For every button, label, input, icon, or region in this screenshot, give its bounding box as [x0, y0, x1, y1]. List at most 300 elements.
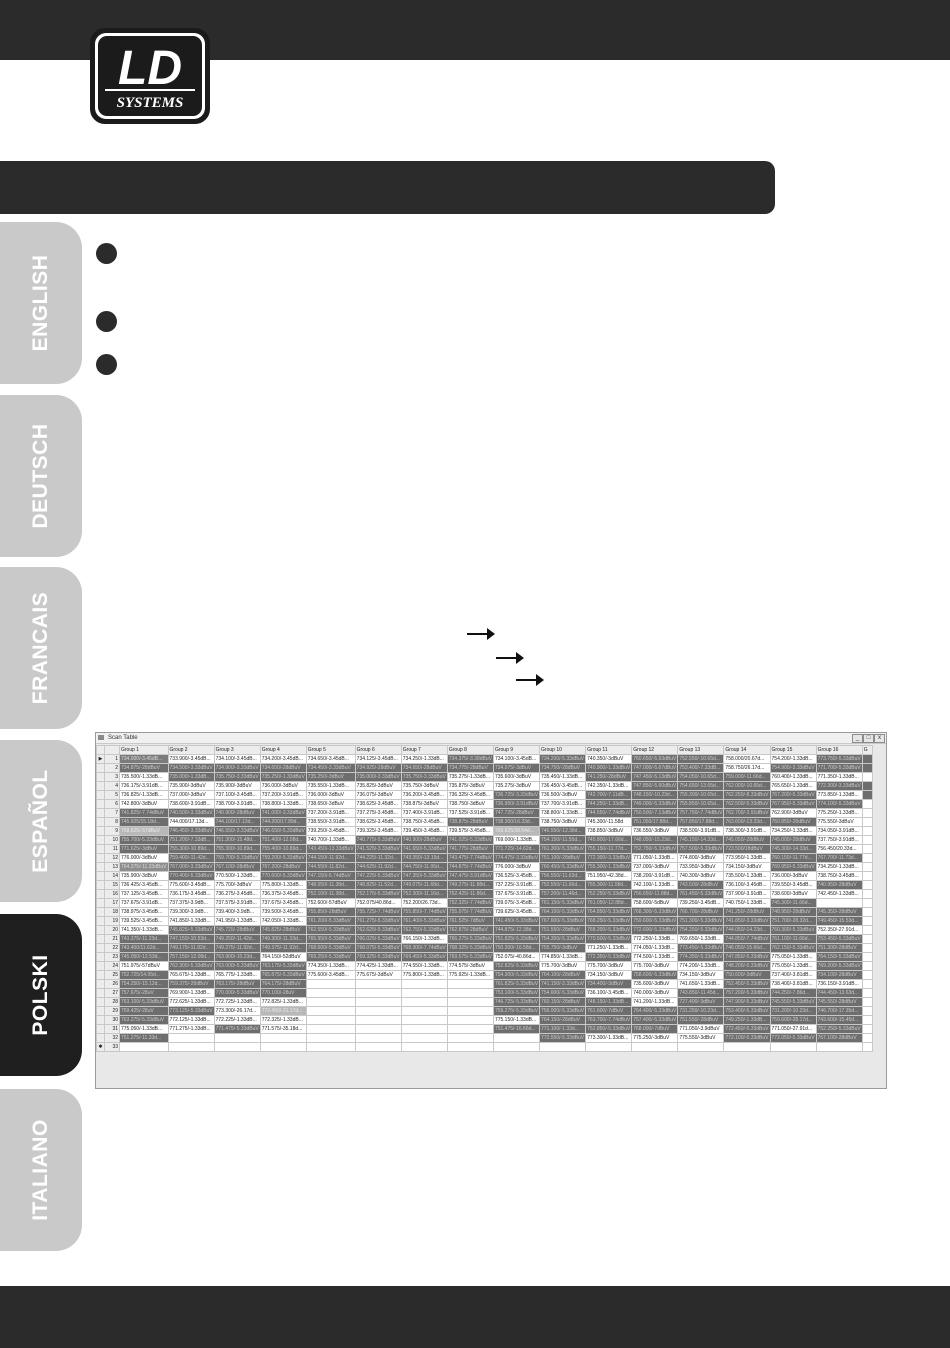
table-row[interactable]: [97, 791, 873, 800]
table-cell[interactable]: 734.200/-3.45dB...: [260, 755, 306, 764]
table-cell[interactable]: 755.150/-11.77d...: [586, 845, 632, 854]
table-cell[interactable]: 754.250/-15.12d...: [120, 980, 169, 989]
table-cell[interactable]: 736.075/-3dBuV: [355, 791, 401, 800]
table-cell[interactable]: 734.750/-28dBuV: [540, 764, 586, 773]
table-cell[interactable]: [862, 890, 872, 899]
table-cell[interactable]: 744.450/-13.63d...: [816, 989, 862, 998]
table-cell[interactable]: 745.150/-14.33d...: [678, 836, 724, 845]
table-cell[interactable]: [862, 1007, 872, 1016]
table-cell[interactable]: 736.950/-3.91dBuV: [494, 801, 539, 807]
table-row[interactable]: [97, 917, 873, 926]
table-cell[interactable]: 734.000/-3.45dB...: [120, 755, 169, 764]
table-cell[interactable]: 767.100/-28dBuV: [214, 863, 260, 872]
table-cell[interactable]: 765.950/-5.33dBuV: [306, 935, 355, 944]
table-cell[interactable]: 760.850/-28dBuV: [770, 818, 816, 827]
table-cell[interactable]: 764.150/-5.33dBuV: [817, 954, 861, 960]
table-cell[interactable]: [306, 1043, 355, 1052]
table-cell[interactable]: 734.775/-28dBuV: [447, 764, 493, 773]
table-cell[interactable]: 775.250/-1.33dB...: [816, 809, 862, 818]
table-cell[interactable]: 757.500/-5.33dBuV: [679, 846, 723, 852]
table-cell[interactable]: 760.450/-5.33dBuV: [541, 864, 585, 870]
table-cell[interactable]: 768.250/-5.33dBuV: [587, 918, 631, 924]
column-header[interactable]: Group 4: [260, 746, 306, 755]
table-cell[interactable]: 737.000/-3dBuV: [168, 791, 214, 800]
table-cell[interactable]: [770, 1043, 816, 1052]
table-cell[interactable]: 775.800/-1.33dB...: [401, 971, 447, 980]
table-cell[interactable]: 740.300/-3dBuV: [678, 872, 724, 881]
table-cell[interactable]: 750.500/-7.13dBuV: [633, 810, 677, 816]
table-cell[interactable]: 758.750/26.17d...: [724, 764, 770, 773]
table-cell[interactable]: 775.600/-3.45dB...: [306, 971, 355, 980]
table-cell[interactable]: 740.750/-1.33dB...: [724, 899, 770, 908]
table-cell[interactable]: 741.250/-28dBuV: [586, 773, 632, 782]
table-cell[interactable]: 752.750/-5.33dBuV: [633, 846, 677, 852]
table-cell[interactable]: 773.950/-1.33dB...: [724, 854, 770, 863]
table-cell[interactable]: 754.600/-5.33dBuV: [541, 990, 585, 996]
table-cell[interactable]: 774.425/-1.33dB...: [355, 962, 401, 971]
table-cell[interactable]: 752.850/-5.33dBuV: [587, 1026, 631, 1032]
table-row[interactable]: [97, 854, 873, 863]
table-cell[interactable]: 747.850/-5.60dBuV: [633, 783, 677, 789]
table-cell[interactable]: 759.275/-5.33dBuV: [494, 1008, 539, 1014]
table-cell[interactable]: 760.150/-11.77d...: [770, 854, 816, 863]
table-cell[interactable]: [447, 1043, 493, 1052]
table-cell[interactable]: 756.000/-5.33dBuV: [541, 1008, 585, 1014]
table-cell[interactable]: 751.050/17.88d...: [632, 818, 678, 827]
table-cell[interactable]: 761.525/-7dBuV: [447, 917, 493, 926]
table-cell[interactable]: 762.500/-5.33dBuV: [725, 801, 769, 807]
table-cell[interactable]: 744.875/-12.38d...: [493, 926, 539, 935]
table-cell[interactable]: 775.050/-1.33dB...: [770, 953, 816, 962]
table-cell[interactable]: 763.275/-5.33dBuV: [120, 1016, 169, 1025]
column-header[interactable]: Group 14: [724, 746, 770, 755]
table-cell[interactable]: 743.600/-15.45d...: [816, 1016, 862, 1025]
table-cell[interactable]: [862, 917, 872, 926]
table-cell[interactable]: 769.575/-5.33dBuV: [448, 954, 492, 960]
table-cell[interactable]: 741.000/-3.33dBuV: [261, 810, 305, 816]
table-cell[interactable]: 738.700/-3.91dB...: [214, 800, 260, 809]
table-cell[interactable]: 742.050/-1.33dB...: [260, 917, 306, 926]
table-cell[interactable]: 733.900/-3.45dB...: [168, 755, 214, 764]
table-cell[interactable]: 740.950/-28dBuV: [816, 881, 862, 890]
tab-francais[interactable]: [0, 567, 82, 729]
table-cell[interactable]: 740.775/-5.33dBuV: [356, 837, 400, 843]
table-cell[interactable]: [862, 791, 872, 800]
table-cell[interactable]: [862, 1025, 872, 1034]
table-cell[interactable]: [401, 989, 447, 998]
table-cell[interactable]: [862, 764, 872, 773]
table-cell[interactable]: 738.625/-3.45dB...: [355, 800, 401, 809]
table-cell[interactable]: 771.625/-3dBuV: [120, 845, 169, 854]
table-cell[interactable]: 744.550/-11.82d...: [306, 863, 355, 872]
table-cell[interactable]: 759.425/-28uV: [120, 1007, 169, 1016]
table-cell[interactable]: 743.350/-13.15d...: [401, 854, 447, 863]
table-cell[interactable]: 752.725/14.95d...: [120, 971, 169, 980]
table-cell[interactable]: [355, 998, 401, 1007]
table-cell[interactable]: 735.750/-3.33dBuV: [215, 774, 259, 780]
table-cell[interactable]: 734.650/-28dBuV: [260, 764, 306, 773]
table-cell[interactable]: [862, 1016, 872, 1025]
table-cell[interactable]: [447, 1007, 493, 1016]
table-cell[interactable]: 769.250/-5.33dBuV: [306, 953, 355, 962]
table-cell[interactable]: 745.050/-28dBuV: [724, 836, 770, 845]
table-cell[interactable]: 759.625/38.54d...: [493, 827, 539, 836]
table-cell[interactable]: 775.675/-3dBuV: [355, 971, 401, 980]
table-cell[interactable]: [306, 1034, 355, 1043]
table-cell[interactable]: 734.200/-5.33dBuV: [541, 756, 585, 762]
table-row[interactable]: [97, 1007, 873, 1016]
table-cell[interactable]: 740.700/-1.33dB...: [306, 836, 355, 845]
table-cell[interactable]: 768.300/-5.33dBuV: [633, 909, 677, 915]
table-cell[interactable]: 738.500/-3.91dB...: [678, 827, 724, 836]
table-cell[interactable]: 749.375/-11.92d...: [260, 944, 306, 953]
table-cell[interactable]: 770.500/-1.33dB...: [214, 872, 260, 881]
table-cell[interactable]: 765.775/-1.33dB...: [214, 971, 260, 980]
table-cell[interactable]: 766.275/-5.33dBuV: [448, 936, 492, 942]
table-cell[interactable]: 748.825/-11.52d...: [355, 881, 401, 890]
table-cell[interactable]: 752.100/-11.38d...: [306, 890, 355, 899]
table-cell[interactable]: [120, 1043, 169, 1052]
table-cell[interactable]: 751.300/-5.33dBuV: [679, 918, 723, 924]
table-cell[interactable]: 757.150/-12.08d...: [168, 953, 214, 962]
table-cell[interactable]: 754.900/-3.33dBuV: [771, 765, 815, 771]
table-cell[interactable]: 744.250/-1.33dB...: [586, 800, 632, 809]
table-cell[interactable]: 767.200/-28dBuV: [260, 863, 306, 872]
table-cell[interactable]: 774.575/-3dBuV: [447, 962, 493, 971]
table-cell[interactable]: 743.850/-11.45d...: [678, 989, 724, 998]
table-cell[interactable]: 748.950/-28dBuV: [770, 908, 816, 917]
table-cell[interactable]: 738.300/16.33d...: [493, 818, 539, 827]
table-cell[interactable]: 752.075/40.86d...: [355, 899, 401, 908]
table-row[interactable]: [97, 818, 873, 827]
table-cell[interactable]: 765.875/-5.33dBuV: [261, 972, 305, 978]
table-cell[interactable]: 751.825/-5.33dBuV: [494, 936, 539, 942]
table-cell[interactable]: 747.475/-3.91dBuV: [448, 873, 492, 879]
table-cell[interactable]: 737.525/-3.91dB...: [447, 809, 493, 818]
tab-polski[interactable]: [0, 914, 82, 1076]
table-cell[interactable]: 751.975/-57dBuV: [120, 962, 169, 971]
table-cell[interactable]: 741.150/-3.33dBuV: [541, 981, 585, 987]
table-cell[interactable]: [447, 998, 493, 1007]
table-cell[interactable]: 745.825/-28dBuV: [260, 926, 306, 935]
table-cell[interactable]: 763.000/-5.33dBuV: [215, 963, 259, 969]
table-cell[interactable]: 768.300/-7.74dBuV: [402, 945, 446, 951]
table-cell[interactable]: 749.275/-11.88d...: [447, 881, 493, 890]
table-cell[interactable]: 756.550/-11.63d...: [540, 872, 586, 881]
table-cell[interactable]: 745.050/-12.53d...: [120, 953, 169, 962]
table-cell[interactable]: [862, 962, 872, 971]
table-cell[interactable]: 772.825/-1.33dB...: [260, 998, 306, 1007]
table-cell[interactable]: 762.750/-5.33dBuV: [402, 927, 446, 933]
table-cell[interactable]: 754.250/-5.33dBuV: [679, 927, 723, 933]
table-cell[interactable]: 735.000/-1.33dB...: [168, 773, 214, 782]
table-cell[interactable]: 766.150/-1.33dB...: [401, 935, 447, 944]
table-cell[interactable]: 746.450/-3.33dBuV: [169, 828, 213, 834]
table-cell[interactable]: [447, 989, 493, 998]
table-cell[interactable]: 757.850/17.88d...: [678, 818, 724, 827]
table-cell[interactable]: 752.425/-11.86d...: [447, 890, 493, 899]
table-cell[interactable]: [355, 1025, 401, 1034]
table-cell[interactable]: 774.475/-3.33dBuV: [494, 855, 539, 861]
table-cell[interactable]: 741.775/-28dBuV: [447, 845, 493, 854]
table-cell[interactable]: 738.875/-28dBuV: [447, 818, 493, 827]
table-cell[interactable]: [586, 1043, 632, 1052]
table-cell[interactable]: [355, 1043, 401, 1052]
table-cell[interactable]: 739.450/-3.45dB...: [401, 827, 447, 836]
table-cell[interactable]: 762.900/-3dBuV: [770, 809, 816, 818]
table-cell[interactable]: 738.800/-1.33dB...: [260, 800, 306, 809]
table-cell[interactable]: 742.350/-1.33dB...: [586, 782, 632, 791]
table-cell[interactable]: 737.700/-3.91dB...: [540, 800, 586, 809]
table-cell[interactable]: [816, 1043, 862, 1052]
table-cell[interactable]: 740.900/-1.33dBuV: [587, 765, 631, 771]
table-cell[interactable]: 775.800/-1.33dB...: [260, 881, 306, 890]
table-cell[interactable]: 743.475/-7.74dBuV: [448, 855, 492, 861]
table-cell[interactable]: [862, 800, 872, 809]
table-cell[interactable]: 737.100/-3.45dB...: [214, 791, 260, 800]
table-cell[interactable]: 758.000/20.67d...: [724, 755, 770, 764]
table-cell[interactable]: 741.825/-7.74dBuV: [120, 809, 169, 818]
table-cell[interactable]: 772.325/-1.33dB...: [260, 1016, 306, 1025]
table-cell[interactable]: 734.100/-3.45dB...: [493, 755, 539, 764]
table-cell[interactable]: 741.650/-5.33dBuV: [402, 846, 446, 852]
table-cell[interactable]: 751.200/-7.33dB...: [168, 836, 214, 845]
column-header[interactable]: Group 1: [120, 746, 169, 755]
table-row[interactable]: [97, 989, 873, 998]
table-cell[interactable]: [862, 944, 872, 953]
table-cell[interactable]: 775.050/-1.33dB...: [120, 1025, 169, 1034]
table-cell[interactable]: [862, 827, 872, 836]
table-cell[interactable]: 772.600/-5.33dBuV: [633, 927, 677, 933]
table-cell[interactable]: [447, 1025, 493, 1034]
table-cell[interactable]: 767.200/-5.33dBuV: [771, 792, 815, 798]
table-cell[interactable]: 769.650/-1.33dB...: [678, 935, 724, 944]
table-cell[interactable]: [355, 980, 401, 989]
table-cell[interactable]: 763.175/-28dBuV: [214, 980, 260, 989]
table-row[interactable]: [97, 827, 873, 836]
table-cell[interactable]: 738.400/-3.81dB...: [770, 980, 816, 989]
table-cell[interactable]: 734.650/-28dBuV: [401, 764, 447, 773]
table-cell[interactable]: 747.725/-28dBuV: [493, 809, 539, 818]
table-cell[interactable]: 736.150/-3.91dB...: [816, 980, 862, 989]
table-cell[interactable]: 737.675/-3.45dB...: [260, 899, 306, 908]
table-cell[interactable]: 744.625/-11.92d...: [355, 863, 401, 872]
table-cell[interactable]: 737.750/-3.91dB...: [816, 836, 862, 845]
table-cell[interactable]: 747.150/-10.53d...: [168, 935, 214, 944]
table-cell[interactable]: 723.500/18dBuV: [724, 845, 770, 854]
table-cell[interactable]: 731.200/-10.23d...: [770, 1007, 816, 1016]
table-cell[interactable]: 737.200/-3.91dB...: [306, 809, 355, 818]
table-cell[interactable]: 760.300/-5.33dBuV: [771, 927, 815, 933]
table-cell[interactable]: 761.400/-5.33dBuV: [402, 918, 446, 924]
table-cell[interactable]: 770.500/-5.33dBuV: [587, 936, 631, 942]
table-cell[interactable]: 762.550/-5.33dBuV: [306, 926, 355, 935]
table-cell[interactable]: 755.300/-11.58d...: [586, 881, 632, 890]
table-cell[interactable]: 738.850/-3dBuV: [586, 827, 632, 836]
restore-button[interactable]: □: [863, 734, 874, 743]
table-cell[interactable]: [862, 935, 872, 944]
table-cell[interactable]: 735.500/-1.33dB...: [120, 773, 169, 782]
table-cell[interactable]: 759.000/-11.66d...: [724, 773, 770, 782]
table-cell[interactable]: 744.100/17.13d...: [214, 818, 260, 827]
table-row[interactable]: [97, 845, 873, 854]
table-cell[interactable]: [862, 1043, 872, 1052]
table-cell[interactable]: 773.450/-5.33dBuV: [679, 945, 723, 951]
table-cell[interactable]: 749.175/-11.82d...: [168, 944, 214, 953]
table-cell[interactable]: 736.200/-3.45dB...: [401, 791, 447, 800]
table-cell[interactable]: [214, 1034, 260, 1043]
table-cell[interactable]: 736.000/-3dBuV: [306, 791, 355, 800]
table-cell[interactable]: 759.600/-5.33dBuV: [633, 918, 677, 924]
table-cell[interactable]: 771.475/-5.33dBuV: [215, 1026, 259, 1032]
table-cell[interactable]: 752.600/-57dBuV: [306, 899, 355, 908]
table-cell[interactable]: 752.175/-5.33dBuV: [356, 891, 400, 897]
table-cell[interactable]: 757.400/-5.33dBuV: [633, 1017, 677, 1023]
table-cell[interactable]: [401, 980, 447, 989]
table-cell[interactable]: 751.275/-11.33d...: [120, 1034, 169, 1043]
column-header[interactable]: Group 11: [586, 746, 632, 755]
table-cell[interactable]: 755.725/-7.74dBuV: [356, 909, 400, 915]
table-cell[interactable]: [447, 1034, 493, 1043]
table-cell[interactable]: 738.600/-3.91dB...: [168, 800, 214, 809]
table-cell[interactable]: 772.100/-5.33dBuV: [725, 1035, 769, 1041]
table-cell[interactable]: 735.275/-1.33dB...: [447, 773, 493, 782]
table-cell[interactable]: 749.450/-15.53d...: [816, 917, 862, 926]
table-cell[interactable]: 752.300/-11.16d...: [401, 890, 447, 899]
table-cell[interactable]: 734.150/-3dBuV: [724, 863, 770, 872]
table-cell[interactable]: 774.200/-1.33dB...: [678, 962, 724, 971]
table-cell[interactable]: 734.400/-3dBuV: [586, 980, 632, 989]
table-cell[interactable]: [168, 1034, 214, 1043]
table-cell[interactable]: 739.500/-3.45dB...: [260, 908, 306, 917]
table-cell[interactable]: [862, 1034, 872, 1043]
table-cell[interactable]: 772.300/-3.33dBuV: [587, 855, 631, 861]
table-row[interactable]: [97, 944, 873, 953]
table-cell[interactable]: 743.375/-11.23d...: [120, 935, 169, 944]
table-cell[interactable]: 763.175/-5.33dBuV: [261, 963, 305, 969]
table-cell[interactable]: [306, 1025, 355, 1034]
table-cell[interactable]: 737.000/-3dBuV: [632, 863, 678, 872]
table-cell[interactable]: 768.200/-5.33dBuV: [587, 927, 631, 933]
table-cell[interactable]: 736.175/-3.91dB...: [120, 782, 169, 791]
table-cell[interactable]: 738.750/-3dBuV: [540, 818, 586, 827]
table-cell[interactable]: 747.225/-5.33dBuV: [356, 873, 400, 879]
table-cell[interactable]: 771.250/-1.33dB...: [586, 944, 632, 953]
table-cell[interactable]: 773.125/-5.33dBuV: [169, 1008, 213, 1014]
table-cell[interactable]: 737.575/-3.91dB...: [214, 899, 260, 908]
table-cell[interactable]: 739.525/-3.45dB...: [120, 917, 169, 926]
table-cell[interactable]: 744.850/-7.74dBuV: [725, 936, 769, 942]
table-cell[interactable]: 748.550/-11.38d...: [306, 881, 355, 890]
table-row[interactable]: [97, 755, 873, 764]
column-header[interactable]: Group 3: [214, 746, 260, 755]
table-cell[interactable]: 772.725/-1.33dB...: [214, 998, 260, 1007]
table-cell[interactable]: 769.450/-5.33dBuV: [402, 954, 446, 960]
table-cell[interactable]: [862, 773, 872, 782]
table-cell[interactable]: 734.875/-28dBuV: [120, 764, 169, 773]
table-cell[interactable]: 736.825/-1.33dB...: [120, 791, 169, 800]
table-row[interactable]: [97, 899, 873, 908]
column-header[interactable]: Group 10: [540, 746, 586, 755]
table-cell[interactable]: 737.400/-3.81dB...: [770, 971, 816, 980]
table-cell[interactable]: 776.000/-3dBuV: [493, 863, 539, 872]
table-cell[interactable]: [401, 1025, 447, 1034]
table-cell[interactable]: 754.200/-1.33dB...: [770, 755, 816, 764]
table-cell[interactable]: 758.600/-5.33dBuV: [633, 972, 677, 978]
table-cell[interactable]: 754.050/-10.65d...: [678, 773, 724, 782]
table-cell[interactable]: 753.450/-5.33dBuV: [817, 936, 861, 942]
table-row[interactable]: [97, 1016, 873, 1025]
table-cell[interactable]: 775.700/-3dBuV: [214, 881, 260, 890]
table-cell[interactable]: 763.600/-13.33d...: [724, 818, 770, 827]
table-row[interactable]: [97, 998, 873, 1007]
table-cell[interactable]: 741.950/-1.33dB...: [214, 917, 260, 926]
table-cell[interactable]: 773.300/-1.33dB...: [586, 1034, 632, 1043]
table-cell[interactable]: [678, 1043, 724, 1052]
table-cell[interactable]: 745.350/-28dBuV: [816, 908, 862, 917]
table-cell[interactable]: 736.425/-3.45dB...: [120, 881, 169, 890]
table-cell[interactable]: 752.325/-7.74dBuV: [448, 900, 492, 906]
table-cell[interactable]: [862, 926, 872, 935]
table-cell[interactable]: 761.825/-5.33dBuV: [494, 981, 539, 987]
table-cell[interactable]: 763.700/-7.74dBuV: [587, 1017, 631, 1023]
table-cell[interactable]: 755.700/-5.33dBuV: [120, 836, 169, 845]
table-cell[interactable]: 769.900/-1.33dB...: [168, 989, 214, 998]
close-button[interactable]: x: [874, 734, 885, 743]
table-cell[interactable]: 775.250/-3dBuV: [632, 1034, 678, 1043]
table-cell[interactable]: 772.450/-21.17d...: [260, 1007, 306, 1016]
table-cell[interactable]: 737.200/-3.91dB...: [260, 791, 306, 800]
table-cell[interactable]: 739.250/-3.45dB...: [306, 827, 355, 836]
table-cell[interactable]: 738.875/-3dBuV: [401, 800, 447, 809]
table-row[interactable]: [97, 881, 873, 890]
table-cell[interactable]: 772.350/-5.33dBuV: [587, 954, 631, 960]
column-header[interactable]: Group 7: [401, 746, 447, 755]
table-cell[interactable]: 745.825/-5.33dBuV: [169, 927, 213, 933]
table-cell[interactable]: [355, 989, 401, 998]
table-cell[interactable]: 775.925/-1.33dB...: [447, 971, 493, 980]
table-cell[interactable]: 749.250/-1.33dB...: [724, 1016, 770, 1025]
table-cell[interactable]: 738.750/-3.45dB...: [401, 818, 447, 827]
table-cell[interactable]: 747.150/-5.74dBuV: [306, 872, 355, 881]
table-cell[interactable]: [862, 881, 872, 890]
table-cell[interactable]: 735.600/-3dBuV: [493, 773, 539, 782]
table-cell[interactable]: 749.000/-5.33dBuV: [633, 801, 677, 807]
table-cell[interactable]: 743.400/11.62d...: [120, 944, 169, 953]
table-cell[interactable]: 742.700/-7.11dB...: [586, 791, 632, 800]
table-cell[interactable]: [447, 980, 493, 989]
table-cell[interactable]: 771.050/-27.91d...: [770, 1025, 816, 1034]
table-cell[interactable]: [306, 1007, 355, 1016]
table-row[interactable]: [97, 764, 873, 773]
table-cell[interactable]: 734.150/-3dBuV: [678, 971, 724, 980]
table-cell[interactable]: 736.000/-3dBuV: [260, 782, 306, 791]
table-cell[interactable]: 735.450/-1.33dB...: [540, 773, 586, 782]
table-cell[interactable]: 759.375/-28dBuV: [168, 980, 214, 989]
table-cell[interactable]: 754.650/-13.65d...: [678, 782, 724, 791]
table-cell[interactable]: 739.300/-3.9dB...: [168, 908, 214, 917]
table-cell[interactable]: [862, 782, 872, 791]
table-cell[interactable]: 742.450/-1.33dB...: [816, 890, 862, 899]
table-cell[interactable]: 762.875/-28dBuV: [447, 926, 493, 935]
table-cell[interactable]: 764.175/-28dBuV: [260, 980, 306, 989]
table-cell[interactable]: 746.700/-17.35d...: [816, 1007, 862, 1016]
table-cell[interactable]: 774.350/-5.33dBuV: [679, 954, 723, 960]
table-cell[interactable]: 769.325/-5.33dBuV: [356, 954, 400, 960]
table-cell[interactable]: 752.075/-40.86d...: [493, 953, 539, 962]
table-cell[interactable]: [355, 1034, 401, 1043]
table-cell[interactable]: 755.850/-7.74dBuV: [402, 909, 446, 915]
